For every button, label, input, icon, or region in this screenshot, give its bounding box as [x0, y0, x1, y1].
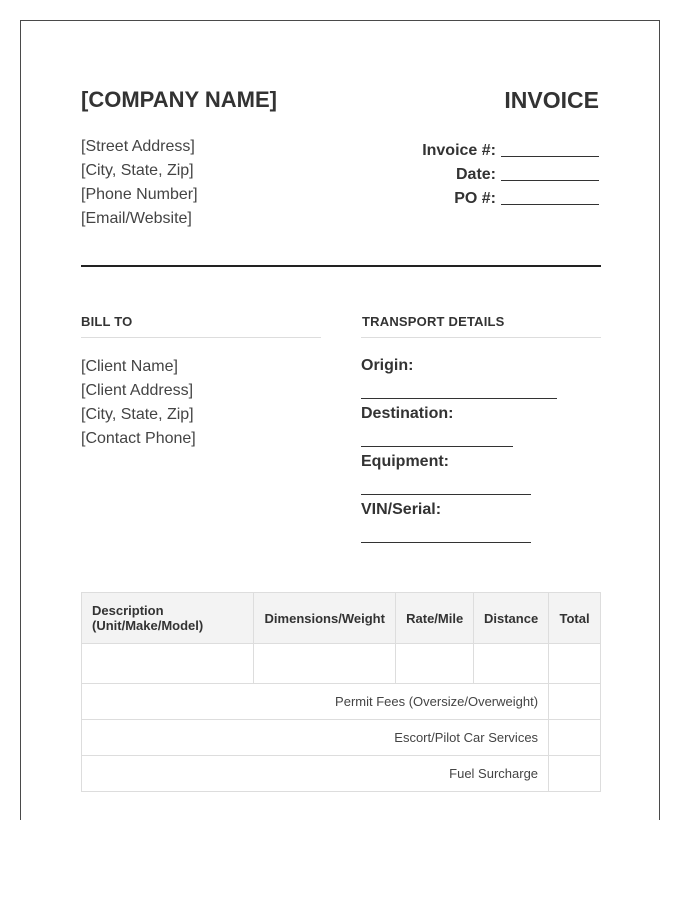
po-number-label: PO #: — [454, 190, 496, 207]
po-number-row — [422, 187, 599, 211]
column-header-total: Total — [549, 593, 601, 644]
column-header-description: Description (Unit/Make/Model) — [82, 593, 254, 644]
column-header-rate-mile: Rate/Mile — [396, 593, 474, 644]
origin-label: Origin: — [361, 357, 414, 374]
invoice-number-label: Invoice #: — [422, 142, 496, 159]
destination-label: Destination: — [361, 405, 454, 422]
line-items-table — [81, 592, 601, 792]
vin-serial-item — [361, 499, 453, 547]
transport-details — [361, 355, 453, 547]
client-contact-phone: [Contact Phone] — [81, 430, 196, 447]
dimensions-weight-cell[interactable] — [254, 644, 396, 684]
origin-item — [361, 355, 453, 403]
invoice-number-field[interactable] — [501, 142, 599, 157]
origin-field[interactable] — [361, 398, 557, 399]
destination-item — [361, 403, 453, 451]
company-info — [81, 135, 198, 231]
bill-to-heading: BILL TO — [81, 314, 133, 329]
equipment-item — [361, 451, 453, 499]
invoice-meta — [422, 139, 599, 211]
column-header-distance: Distance — [474, 593, 549, 644]
invoice-number-row — [422, 139, 599, 163]
column-header-dimensions-weight: Dimensions/Weight — [254, 593, 396, 644]
fuel-surcharge-label: Fuel Surcharge — [82, 756, 549, 792]
company-email-website: [Email/Website] — [81, 210, 192, 227]
client-address: [Client Address] — [81, 382, 194, 399]
destination-field[interactable] — [361, 446, 513, 447]
header-divider — [81, 265, 601, 267]
bill-to-rule — [81, 337, 321, 338]
distance-cell[interactable] — [474, 644, 549, 684]
rate-mile-cell[interactable] — [396, 644, 474, 684]
client-city-state-zip: [City, State, Zip] — [81, 406, 194, 423]
date-label: Date: — [455, 166, 496, 183]
invoice-page — [20, 20, 660, 820]
equipment-label: Equipment: — [361, 453, 449, 470]
fuel-surcharge-total-cell[interactable] — [549, 756, 601, 792]
client-name: [Client Name] — [81, 358, 178, 375]
bill-to-list — [81, 355, 196, 451]
fee-row-permit — [82, 684, 601, 720]
equipment-field[interactable] — [361, 494, 531, 495]
date-row — [422, 163, 599, 187]
description-cell[interactable] — [82, 644, 254, 684]
invoice-title: INVOICE — [504, 87, 599, 113]
vin-serial-label: VIN/Serial: — [361, 501, 442, 518]
vin-serial-field[interactable] — [361, 542, 531, 543]
table-row — [82, 644, 601, 684]
total-cell[interactable] — [549, 644, 601, 684]
fee-row-fuel — [82, 756, 601, 792]
permit-fees-label: Permit Fees (Oversize/Overweight) — [82, 684, 549, 720]
company-street: [Street Address] — [81, 138, 195, 155]
table-header-row — [82, 593, 601, 644]
transport-details-rule — [361, 337, 601, 338]
company-name: [COMPANY NAME] — [81, 87, 277, 112]
transport-details-heading: TRANSPORT DETAILS — [362, 314, 505, 329]
escort-services-label: Escort/Pilot Car Services — [82, 720, 549, 756]
date-field[interactable] — [501, 166, 599, 181]
fee-row-escort — [82, 720, 601, 756]
escort-services-total-cell[interactable] — [549, 720, 601, 756]
company-phone: [Phone Number] — [81, 186, 198, 203]
permit-fees-total-cell[interactable] — [549, 684, 601, 720]
po-number-field[interactable] — [501, 190, 599, 205]
company-city-state-zip: [City, State, Zip] — [81, 162, 194, 179]
